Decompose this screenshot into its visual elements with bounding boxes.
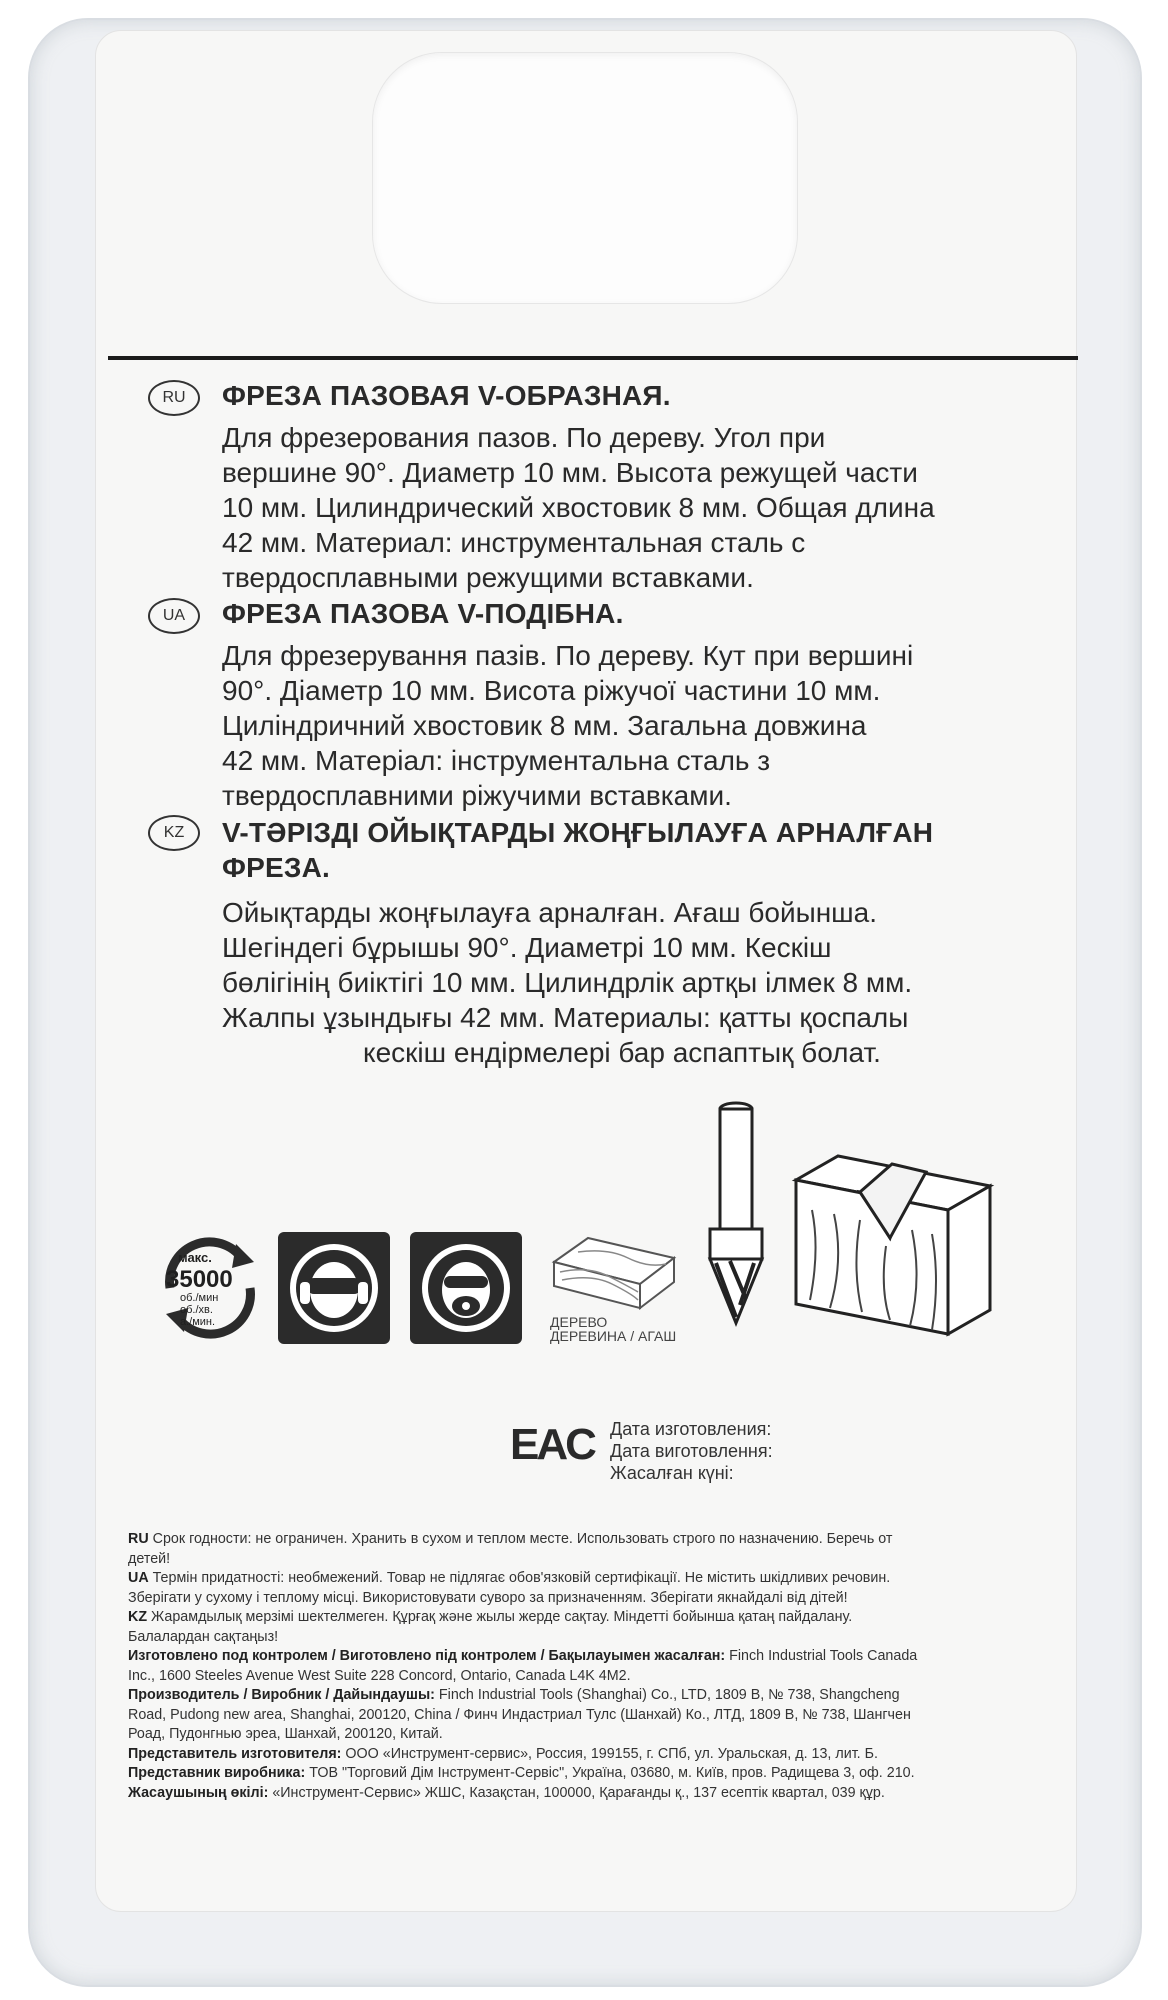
fine-line <box>128 1608 1033 1628</box>
desc-line: Ойықтарды жоңғылауға арналған. Ағаш бойынша. <box>222 897 877 928</box>
rpm-unit-kz: а./мин. <box>180 1316 216 1328</box>
divider-line <box>108 356 1078 360</box>
fine-line <box>128 1764 1033 1784</box>
desc-line: твердосплавними ріжучими вставками. <box>222 780 732 811</box>
date-label-kz: Жасалған күні: <box>610 1463 734 1483</box>
title-line: V-ТӘРІЗДІ ОЙЫҚТАРДЫ ЖОҢҒЫЛАУҒА АРНАЛҒАН <box>222 817 934 848</box>
fine-text: Термін придатності: необмежений. Товар не підлягає обов'язковій сертифікації. Не містить шкідливих речовин. <box>148 1570 891 1586</box>
fine-text: Finch Industrial Tools (Shanghai) Co., LTD, 1809 B, № 738, Shangcheng <box>434 1687 900 1703</box>
fine-text: детей! <box>128 1550 171 1567</box>
fine-text: Срок годности: не ограничен. Хранить в сухом и теплом месте. Использовать строго по назначению. Беречь от <box>148 1531 893 1547</box>
fine-tag: Производитель / Виробник / Дайындаушы: <box>128 1687 435 1703</box>
fine-line <box>128 1745 1033 1765</box>
fine-line <box>128 1706 1033 1726</box>
fine-tag: UA <box>128 1570 149 1586</box>
fine-text: ООО «Инструмент-сервис», Россия, 199155, г. СПб, ул. Уральская, д. 13, лит. Б. <box>341 1745 878 1762</box>
fine-line <box>128 1550 1033 1570</box>
fine-tag: Жасаушының өкілі: <box>128 1784 269 1801</box>
fine-line <box>128 1725 1033 1745</box>
fine-line <box>128 1647 1033 1667</box>
desc-line: Шегіндегі бұрышы 90°. Диаметрі 10 мм. Кескіш <box>222 932 832 963</box>
desc-line: кескіш ендірмелері бар аспаптық болат. <box>363 1037 881 1068</box>
desc-kz <box>222 895 1022 1070</box>
fine-text: Inc., 1600 Steeles Avenue West Suite 228 Concord, Ontario, Canada L4K 4M2. <box>128 1667 631 1684</box>
rpm-unit-ua: об./хв. <box>180 1304 213 1316</box>
desc-line: Для фрезерування пазів. По дереву. Кут при вершині <box>222 640 914 671</box>
fine-tag: Представитель изготовителя: <box>128 1745 342 1762</box>
desc-line: Циліндричний хвостовик 8 мм. Загальна довжина <box>222 710 867 741</box>
v-groove-diagram <box>790 1150 1000 1340</box>
fine-text: Роад, Пудонгнью эреа, Шанхай, 200120, Китай. <box>128 1726 443 1742</box>
fine-tag: Представник виробника: <box>128 1765 306 1781</box>
desc-line: твердосплавными режущими вставками. <box>222 562 754 593</box>
fine-line <box>128 1667 1033 1687</box>
rpm-unit-ru: об./мин <box>180 1292 219 1304</box>
fine-text: Балалардан сақтаңыз! <box>128 1628 279 1645</box>
rpm-value: 35000 <box>166 1266 233 1293</box>
fine-tag: KZ <box>128 1609 148 1625</box>
fine-line <box>128 1530 1033 1550</box>
router-bit-icon <box>696 1095 776 1330</box>
rpm-max-label: макс. <box>178 1250 212 1265</box>
fine-text: Finch Industrial Tools Canada <box>725 1648 918 1664</box>
fine-line <box>128 1686 1033 1706</box>
respirator-icon <box>410 1232 522 1344</box>
fine-text: Жарамдылық мерзімі шектелмеген. Құрғақ және жылы жерде сақтау. Міндетті бойынша қатаң пайдалану. <box>147 1609 853 1625</box>
title-ru: ФРЕЗА ПАЗОВАЯ V-ОБРАЗНАЯ. <box>222 380 671 411</box>
desc-line: Жалпы ұзындығы 42 мм. Материалы: қатты қоспалы <box>222 1002 909 1033</box>
fine-tag: RU <box>128 1531 149 1547</box>
fine-line <box>128 1784 1033 1804</box>
fine-line <box>128 1569 1033 1589</box>
fine-print <box>128 1530 1033 1803</box>
manufacture-date-block <box>610 1418 773 1484</box>
desc-line: 90°. Діаметр 10 мм. Висота ріжучої частини 10 мм. <box>222 675 881 706</box>
eac-mark: EAC <box>510 1420 594 1469</box>
desc-line: 10 мм. Цилиндрический хвостовик 8 мм. Общая длина <box>222 492 935 523</box>
fine-line <box>128 1589 1033 1609</box>
fine-text: «Инструмент-Сервис» ЖШС, Казақстан, 100000, Қарағанды қ., 137 есептік квартал, 039 құр. <box>268 1784 885 1801</box>
wood-label-ua-kz: ДЕРЕВИНА / АГАШ <box>550 1328 677 1344</box>
desc-ua <box>222 638 1022 813</box>
fine-text: ТОВ "Торговий Дім Інструмент-Сервіс", Україна, 03680, м. Київ, пров. Радищева 3, оф. 210. <box>305 1765 915 1781</box>
wood-label-ru: ДЕРЕВО <box>550 1314 608 1330</box>
desc-ru <box>222 420 1022 595</box>
desc-line: вершине 90°. Диаметр 10 мм. Высота режущей части <box>222 457 918 488</box>
title-line: ФРЕЗА. <box>222 852 330 883</box>
fine-text: Зберігати у сухому і теплому місці. Використовувати суворо за призначенням. Зберігати якнайдалі від дітей! <box>128 1589 848 1606</box>
rpm-icon <box>150 1228 270 1348</box>
eye-ear-protection-icon <box>278 1232 390 1344</box>
fine-tag: Изготовлено под контролем / Виготовлено під контролем / Бақылауымен жасалған: <box>128 1648 726 1664</box>
desc-line: 42 мм. Материал: инструментальная сталь с <box>222 527 806 558</box>
lang-badge-kz: KZ <box>148 815 200 851</box>
desc-line: Для фрезерования пазов. По дереву. Угол при <box>222 422 826 453</box>
lang-badge-ru: RU <box>148 380 200 416</box>
fine-line <box>128 1628 1033 1648</box>
fine-text: Road, Pudong new area, Shanghai, 200120, China / Финч Индастриал Тулс (Шанхай) Ко., ЛТД, 1809 B, № 738, Шангчен <box>128 1706 911 1723</box>
date-label-ru: Дата изготовления: <box>610 1419 772 1439</box>
title-ua: ФРЕЗА ПАЗОВА V-ПОДІБНА. <box>222 598 624 629</box>
wood-material-icon <box>548 1232 678 1342</box>
lang-badge-ua: UA <box>148 598 200 634</box>
hang-hole <box>372 52 798 304</box>
date-label-ua: Дата виготовлення: <box>610 1441 773 1461</box>
desc-line: бөлігінің биіктігі 10 мм. Цилиндрлік артқы ілмек 8 мм. <box>222 967 913 998</box>
title-kz <box>222 815 933 885</box>
desc-line: 42 мм. Матеріал: інструментальна сталь з <box>222 745 771 776</box>
